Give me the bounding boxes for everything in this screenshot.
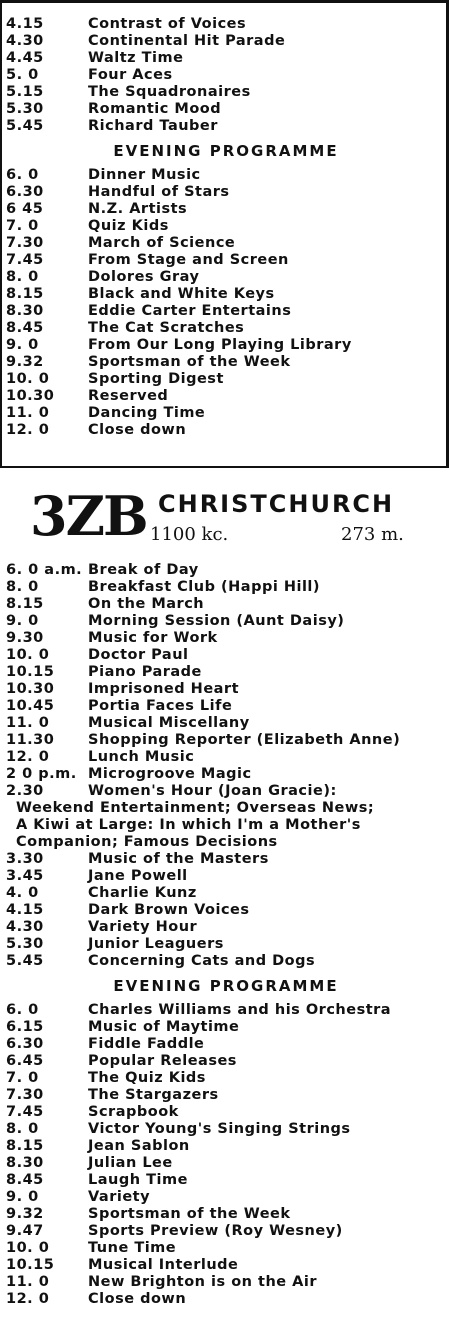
programme-row [6,286,446,303]
programme-row [6,902,446,919]
programme-time: 9.32 [6,1206,44,1222]
programme-row [6,1240,446,1257]
programme-time: 10.30 [6,681,55,697]
programme-time: 12. 0 [6,422,50,438]
womens-hour-detail [6,800,446,851]
programme-time: 11. 0 [6,1274,50,1290]
programme-time: 4. 0 [6,885,39,901]
programme-time: 7. 0 [6,218,39,234]
programme-title: Microgroove Magic [88,766,252,782]
programme-time: 8.15 [6,1138,44,1154]
programme-time: 8. 0 [6,579,39,595]
programme-title: Continental Hit Parade [88,33,286,49]
programme-time: 8. 0 [6,269,39,285]
programme-time: 6. 0 [6,167,39,183]
programme-title: Quiz Kids [88,218,169,234]
programme-title: Lunch Music [88,749,195,765]
day-list [6,562,446,800]
afternoon-list-2 [6,851,446,970]
programme-time: 10.45 [6,698,55,714]
programme-title: Charlie Kunz [88,885,197,901]
programme-title: Fiddle Faddle [88,1036,205,1052]
programme-title: Contrast of Voices [88,16,247,32]
programme-time: 7.45 [6,1104,44,1120]
section-divider [0,466,449,468]
programme-time: 6.45 [6,1053,44,1069]
programme-title: Portia Faces Life [88,698,233,714]
programme-time: 5.30 [6,101,44,117]
programme-row [6,354,446,371]
programme-title: Dolores Gray [88,269,200,285]
programme-time: 6.15 [6,1019,44,1035]
programme-title: Tune Time [88,1240,177,1256]
top-border [0,0,449,3]
programme-title: Sportsman of the Week [88,354,291,370]
programme-title: Jean Sablon [88,1138,190,1154]
evening-list-2 [6,1002,446,1308]
programme-title: Junior Leaguers [88,936,224,952]
programme-time: 8.45 [6,320,44,336]
programme-title: Sportsman of the Week [88,1206,291,1222]
programme-row [6,749,446,766]
evening-programme-heading: EVENING PROGRAMME [113,142,339,160]
programme-time: 5.45 [6,118,44,134]
programme-title: From Our Long Playing Library [88,337,352,353]
programme-time: 9. 0 [6,1189,39,1205]
programme-time: 4.45 [6,50,44,66]
programme-row [6,1189,446,1206]
programme-row [6,1155,446,1172]
programme-row [6,732,446,749]
programme-title: Jane Powell [88,868,188,884]
programme-title: Music of Maytime [88,1019,240,1035]
programme-title: Charles Williams and his Orchestra [88,1002,392,1018]
programme-time: 3.45 [6,868,44,884]
programme-row [6,1274,446,1291]
programme-row [6,885,446,902]
programme-row [6,1257,446,1274]
programme-title: N.Z. Artists [88,201,188,217]
programme-title: Variety [88,1189,151,1205]
programme-title: Richard Tauber [88,118,218,134]
programme-row [6,1291,446,1308]
programme-row [6,1104,446,1121]
afternoon-list [6,16,446,135]
programme-row [6,664,446,681]
programme-time: 8.30 [6,303,44,319]
programme-time: 11. 0 [6,405,50,421]
programme-row [6,16,446,33]
programme-time: 5. 0 [6,67,39,83]
programme-time: 8.15 [6,286,44,302]
programme-title: Popular Releases [88,1053,237,1069]
programme-title: The Stargazers [88,1087,219,1103]
programme-time: 4.30 [6,919,44,935]
programme-time: 10. 0 [6,371,50,387]
programme-row [6,1223,446,1240]
programme-row [6,647,446,664]
programme-row [6,936,446,953]
programme-title: Romantic Mood [88,101,222,117]
programme-row [6,303,446,320]
programme-row [6,851,446,868]
programme-row [6,783,446,800]
schedule-section-1 [6,16,446,439]
programme-title: Dinner Music [88,167,201,183]
programme-title: Morning Session (Aunt Daisy) [88,613,345,629]
programme-title: Dark Brown Voices [88,902,250,918]
programme-row [6,388,446,405]
programme-title: Sporting Digest [88,371,224,387]
programme-row [6,1206,446,1223]
evening-list [6,167,446,439]
programme-time: 3.30 [6,851,44,867]
station-wavelength: 273 m. [341,524,404,545]
programme-time: 4.30 [6,33,44,49]
programme-time: 6.30 [6,1036,44,1052]
detail-line: A Kiwi at Large: In which I'm a Mother's [16,817,361,833]
programme-row [6,1036,446,1053]
programme-title: Variety Hour [88,919,198,935]
programme-time: 9. 0 [6,613,39,629]
detail-line: Companion; Famous Decisions [16,834,278,850]
programme-title: Laugh Time [88,1172,188,1188]
programme-row [6,766,446,783]
programme-title: Women's Hour (Joan Gracie): [88,783,337,799]
programme-row [6,596,446,613]
programme-row [6,101,446,118]
programme-row [6,613,446,630]
programme-time: 8. 0 [6,1121,39,1137]
programme-title: Music for Work [88,630,218,646]
programme-row [6,1121,446,1138]
programme-row [6,84,446,101]
programme-time: 10.15 [6,1257,55,1273]
programme-row [6,235,446,252]
programme-row [6,1053,446,1070]
programme-row [6,201,446,218]
programme-time: 7. 0 [6,1070,39,1086]
programme-time: 6. 0 [6,1002,39,1018]
programme-title: Shopping Reporter (Elizabeth Anne) [88,732,401,748]
programme-title: Concerning Cats and Dogs [88,953,316,969]
programme-time: 12. 0 [6,1291,50,1307]
station-callsign: 3ZB [30,484,147,548]
programme-title: Doctor Paul [88,647,189,663]
programme-title: Break of Day [88,562,199,578]
programme-time: 10. 0 [6,647,50,663]
programme-time: 9. 0 [6,337,39,353]
programme-row [6,337,446,354]
programme-title: Sports Preview (Roy Wesney) [88,1223,343,1239]
programme-title: Dancing Time [88,405,206,421]
programme-row [6,1138,446,1155]
programme-row [6,371,446,388]
programme-row [6,252,446,269]
programme-title: The Squadronaires [88,84,251,100]
programme-time: 8.30 [6,1155,44,1171]
programme-time: 5.15 [6,84,44,100]
programme-time: 2.30 [6,783,44,799]
programme-title: Victor Young's Singing Strings [88,1121,351,1137]
programme-row [6,919,446,936]
programme-time: 7.45 [6,252,44,268]
programme-row [6,953,446,970]
programme-time: 6 45 [6,201,44,217]
programme-time: 11. 0 [6,715,50,731]
programme-time: 2 0 p.m. [6,766,77,782]
programme-title: Four Aces [88,67,173,83]
programme-row [6,67,446,84]
programme-row [6,118,446,135]
detail-line: Weekend Entertainment; Overseas News; [16,800,375,816]
programme-row [6,1172,446,1189]
station-frequency: 1100 kc. [150,524,229,545]
programme-title: Waltz Time [88,50,184,66]
programme-row [6,562,446,579]
programme-title: Scrapbook [88,1104,179,1120]
programme-title: Reserved [88,388,169,404]
programme-time: 4.15 [6,16,44,32]
programme-row [6,50,446,67]
station-city: CHRISTCHURCH [158,490,395,518]
programme-row [6,218,446,235]
programme-row [6,167,446,184]
programme-row [6,579,446,596]
programme-title: March of Science [88,235,236,251]
programme-title: Black and White Keys [88,286,275,302]
programme-title: Handful of Stars [88,184,230,200]
programme-time: 12. 0 [6,749,50,765]
programme-title: On the March [88,596,205,612]
programme-time: 9.32 [6,354,44,370]
programme-row [6,1070,446,1087]
programme-row [6,320,446,337]
programme-time: 4.15 [6,902,44,918]
programme-time: 7.30 [6,235,44,251]
programme-row [6,868,446,885]
programme-time: 8.45 [6,1172,44,1188]
programme-time: 5.30 [6,936,44,952]
programme-title: New Brighton is on the Air [88,1274,318,1290]
programme-row [6,405,446,422]
programme-time: 10.15 [6,664,55,680]
programme-time: 5.45 [6,953,44,969]
programme-time: 9.47 [6,1223,44,1239]
programme-time: 10. 0 [6,1240,50,1256]
programme-time: 9.30 [6,630,44,646]
programme-title: Julian Lee [88,1155,173,1171]
left-border [0,0,2,468]
programme-row [6,269,446,286]
schedule-section-2 [6,562,446,1308]
programme-row [6,1019,446,1036]
programme-row [6,33,446,50]
programme-title: Piano Parade [88,664,202,680]
programme-title: Imprisoned Heart [88,681,240,697]
programme-time: 11.30 [6,732,55,748]
programme-row [6,681,446,698]
programme-title: The Quiz Kids [88,1070,206,1086]
evening-programme-heading-2: EVENING PROGRAMME [113,977,339,995]
programme-time: 10.30 [6,388,55,404]
programme-time: 6. 0 a.m. [6,562,83,578]
programme-row [6,1087,446,1104]
programme-row [6,630,446,647]
programme-row [6,698,446,715]
programme-title: Music of the Masters [88,851,269,867]
programme-title: The Cat Scratches [88,320,245,336]
programme-row [6,715,446,732]
programme-row [6,184,446,201]
programme-time: 7.30 [6,1087,44,1103]
programme-time: 6.30 [6,184,44,200]
programme-title: Close down [88,1291,187,1307]
programme-row [6,1002,446,1019]
programme-title: Close down [88,422,187,438]
programme-title: Musical Interlude [88,1257,239,1273]
programme-title: From Stage and Screen [88,252,289,268]
programme-time: 8.15 [6,596,44,612]
programme-title: Breakfast Club (Happi Hill) [88,579,321,595]
programme-title: Musical Miscellany [88,715,250,731]
programme-title: Eddie Carter Entertains [88,303,292,319]
station-header [30,484,430,548]
programme-row [6,422,446,439]
